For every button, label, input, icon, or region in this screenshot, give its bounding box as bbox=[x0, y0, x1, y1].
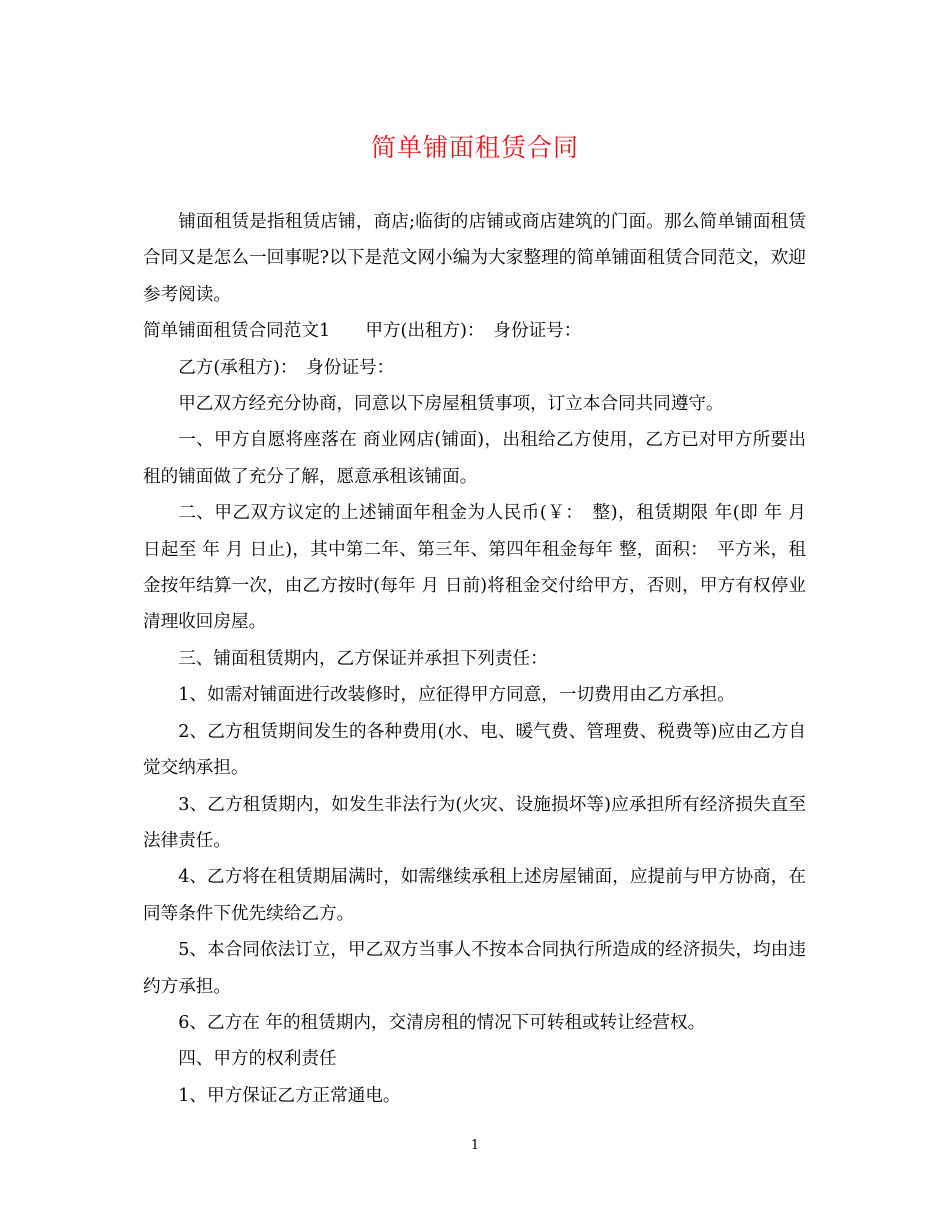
page-number: 1 bbox=[470, 1138, 480, 1153]
party-a-line: 简单铺面租赁合同范文1 甲方(出租方)： 身份证号： bbox=[143, 321, 582, 342]
clause-three-item-1: 1、如需对铺面进行改装修时，应征得甲方同意，一切费用由乙方承担。 bbox=[178, 685, 735, 706]
document-title: 简单铺面租赁合同 bbox=[370, 133, 579, 162]
clause-two: 二、甲乙双方议定的上述铺面年租金为人民币(￥： 整)，租赁期限 年(即 年 月 日起至 年 月 日止)，其中第二年、第三年、第四年租金每年 整，面积： 平方米，租金按年结算一次，由乙方按时(每年 月 日前)将租金交付给甲方，否则，甲方有权停业清理收回房屋。 bbox=[143, 503, 806, 633]
clause-three-item-3: 3、乙方租赁期内，如发生非法行为(火灾、设施损坏等)应承担所有经济损失直至法律责任。 bbox=[143, 794, 806, 851]
party-b-line: 乙方(承租方)： 身份证号： bbox=[178, 357, 395, 378]
intro-paragraph: 铺面租赁是指租赁店铺，商店;临街的店铺或商店建筑的门面。那么简单铺面租赁合同又是怎么一回事呢?以下是范文网小编为大家整理的简单铺面租赁合同范文，欢迎参考阅读。 bbox=[143, 212, 806, 305]
document-body bbox=[143, 204, 806, 1114]
clause-three-item-6: 6、乙方在 年的租赁期内，交清房租的情况下可转租或转让经营权。 bbox=[178, 1012, 706, 1033]
clause-four-heading: 四、甲方的权利责任 bbox=[178, 1049, 337, 1070]
clause-three-item-2: 2、乙方租赁期间发生的各种费用(水、电、暖气费、管理费、税费等)应由乙方自觉交纳承担。 bbox=[143, 721, 806, 779]
agreement-paragraph: 甲乙双方经充分协商，同意以下房屋租赁事项，订立本合同共同遵守。 bbox=[178, 394, 724, 415]
clause-three-heading: 三、铺面租赁期内，乙方保证并承担下列责任： bbox=[178, 648, 548, 669]
clause-three-item-5: 5、本合同依法订立，甲乙双方当事人不按本合同执行所造成的经济损失，均由违约方承担。 bbox=[143, 940, 806, 997]
clause-three-item-4: 4、乙方将在租赁期届满时，如需继续承租上述房屋铺面，应提前与甲方协商，在同等条件下优先续给乙方。 bbox=[143, 867, 806, 924]
clause-one: 一、甲方自愿将座落在 商业网店(铺面)，出租给乙方使用，乙方已对甲方所要出租的铺面做了充分了解，愿意承租该铺面。 bbox=[143, 430, 806, 487]
clause-four-item-1: 1、甲方保证乙方正常通电。 bbox=[178, 1085, 401, 1106]
